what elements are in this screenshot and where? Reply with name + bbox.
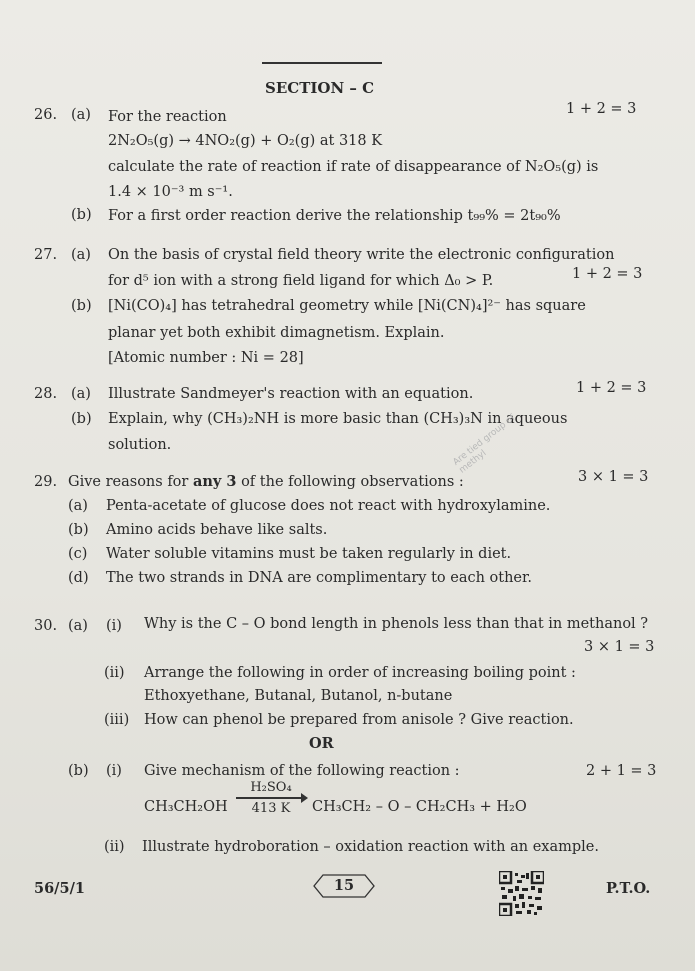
question-text: For the reaction: [108, 109, 227, 125]
question-number: 27.: [34, 247, 58, 263]
question-text: [Ni(CO)₄] has tetrahedral geometry while [Ni(CN)₄]²⁻ has square: [108, 298, 586, 314]
marks: 1 + 2 = 3: [566, 101, 637, 117]
item-label: (a): [68, 498, 88, 514]
intro-text: Give reasons for: [68, 474, 193, 490]
question-text: Arrange the following in order of increasing boiling point :: [144, 665, 576, 681]
question-text: Illustrate hydroboration – oxidation reaction with an example.: [142, 839, 599, 855]
marks: 3 × 1 = 3: [584, 639, 655, 655]
section-title: SECTION – C: [265, 79, 375, 97]
question-text: Why is the C – O bond length in phenols less than that in methanol ?: [144, 616, 649, 632]
question-text: Give mechanism of the following reaction :: [144, 763, 460, 779]
condition: 413 K: [251, 801, 291, 816]
reaction-arrow: [236, 780, 306, 816]
question-text: planar yet both exhibit dimagnetism. Explain.: [108, 325, 445, 341]
item-text: Penta-acetate of glucose does not react with hydroxylamine.: [106, 498, 551, 514]
subpart-label: (i): [106, 618, 122, 634]
subpart-label: (iii): [104, 712, 130, 728]
intro-text: of the following observations :: [236, 474, 464, 490]
question-text: Explain, why (CH₃)₂NH is more basic than (CH₃)₃N in aqueous: [108, 411, 568, 427]
question-text: solution.: [108, 437, 172, 453]
reactant: CH₃CH₂OH: [144, 799, 228, 815]
pencil-note: Are tied group of methyl: [451, 413, 518, 476]
question-text: How can phenol be prepared from anisole ? Give reaction.: [144, 712, 574, 728]
question-text: Illustrate Sandmeyer's reaction with an equation.: [108, 386, 474, 402]
item-text: Water soluble vitamins must be taken regularly in diet.: [106, 546, 512, 562]
question-text: Ethoxyethane, Butanal, Butanol, n-butane: [144, 688, 453, 704]
paper-code: 56/5/1: [34, 880, 85, 897]
question-number: 29.: [34, 474, 58, 490]
question-text: for d⁵ ion with a strong field ligand for which Δ₀ > P.: [108, 273, 494, 289]
part-label: (b): [71, 207, 92, 223]
item-label: (c): [68, 546, 88, 562]
or-separator: OR: [309, 735, 334, 752]
equation: 2N₂O₅(g) → 4NO₂(g) + O₂(g) at 318 K: [108, 133, 383, 149]
question-number: 26.: [34, 107, 58, 123]
question-number: 30.: [34, 618, 58, 634]
intro-emphasis: any 3: [192, 473, 237, 490]
subpart-label: (i): [106, 763, 122, 779]
marks: 1 + 2 = 3: [572, 266, 643, 282]
subpart-label: (ii): [104, 839, 125, 855]
part-label: (b): [68, 763, 89, 779]
pto-label: P.T.O.: [606, 880, 651, 897]
subpart-label: (ii): [104, 665, 125, 681]
item-label: (d): [68, 570, 89, 586]
question-number: 28.: [34, 386, 58, 402]
qr-code-icon: [499, 871, 544, 916]
item-text: The two strands in DNA are complimentary to each other.: [106, 570, 532, 586]
page-number: 15: [333, 877, 355, 894]
part-label: (a): [71, 386, 91, 402]
marks: 1 + 2 = 3: [576, 380, 647, 396]
reagent: H₂SO₄: [250, 780, 292, 795]
item-label: (b): [68, 522, 89, 538]
question-text: 1.4 × 10⁻³ m s⁻¹.: [108, 184, 233, 200]
part-label: (a): [71, 107, 91, 123]
question-text: For a first order reaction derive the relationship t₉₉% = 2t₉₀%: [108, 208, 561, 224]
product: CH₃CH₂ – O – CH₂CH₃ + H₂O: [312, 799, 527, 815]
item-text: Amino acids behave like salts.: [106, 522, 328, 538]
part-label: (b): [71, 411, 92, 427]
part-label: (a): [68, 618, 88, 634]
question-text: [Atomic number : Ni = 28]: [108, 350, 304, 366]
section-divider: [262, 62, 382, 64]
question-text: [68, 473, 464, 491]
arrow-icon: [236, 797, 306, 799]
marks: 2 + 1 = 3: [586, 763, 657, 779]
part-label: (b): [71, 298, 92, 314]
marks: 3 × 1 = 3: [578, 469, 649, 485]
question-text: calculate the rate of reaction if rate of disappearance of N₂O₅(g) is: [108, 159, 599, 175]
question-text: On the basis of crystal field theory write the electronic configuration: [108, 247, 615, 263]
part-label: (a): [71, 247, 91, 263]
